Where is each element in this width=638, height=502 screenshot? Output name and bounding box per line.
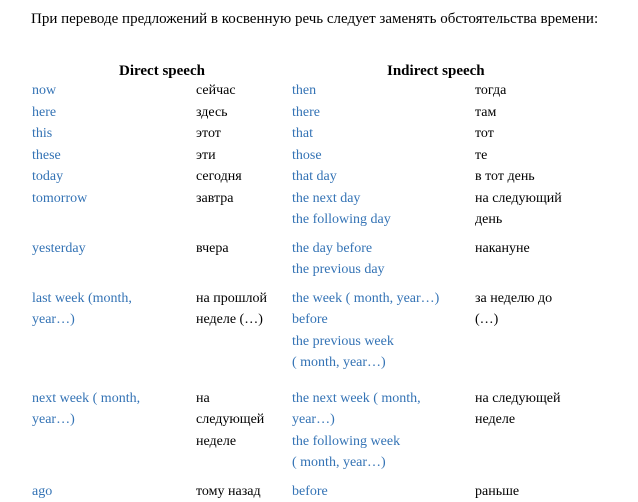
direct-english-cell: yesterday <box>32 238 196 288</box>
indirect-russian-cell: на следующий день <box>475 188 595 238</box>
direct-russian-cell: этот <box>196 123 292 145</box>
table-row <box>32 188 595 238</box>
indirect-russian-cell: те <box>475 145 595 167</box>
direct-russian-cell: здесь <box>196 102 292 124</box>
table-row <box>32 145 595 167</box>
direct-english-cell: ago <box>32 481 196 502</box>
direct-english-cell: here <box>32 102 196 124</box>
speech-conversion-table <box>32 80 595 502</box>
indirect-english-cell: those <box>292 145 475 167</box>
indirect-english-cell: then <box>292 80 475 102</box>
indirect-russian-cell: в тот день <box>475 166 595 188</box>
indirect-russian-cell: на следующей неделе <box>475 388 595 481</box>
intro-text: При переводе предложений в косвенную речь следует заменять обстоятельства времени: <box>31 9 621 29</box>
direct-english-cell: today <box>32 166 196 188</box>
direct-speech-header: Direct speech <box>119 61 205 81</box>
table-row <box>32 166 595 188</box>
indirect-russian-cell: там <box>475 102 595 124</box>
indirect-english-cell: the next week ( month, year…) the following week ( month, year…) <box>292 388 475 481</box>
indirect-english-cell: the next day the following day <box>292 188 475 238</box>
table-row <box>32 102 595 124</box>
direct-english-cell: now <box>32 80 196 102</box>
indirect-english-cell: before <box>292 481 475 502</box>
direct-russian-cell: вчера <box>196 238 292 288</box>
direct-english-cell: tomorrow <box>32 188 196 238</box>
direct-russian-cell: тому назад <box>196 481 292 502</box>
direct-english-cell: these <box>32 145 196 167</box>
indirect-russian-cell: тот <box>475 123 595 145</box>
indirect-speech-header: Indirect speech <box>387 61 485 81</box>
indirect-russian-cell: раньше <box>475 481 595 502</box>
indirect-english-cell: the week ( month, year…) before the previous week ( month, year…) <box>292 288 475 388</box>
indirect-russian-cell: накануне <box>475 238 595 288</box>
direct-russian-cell: эти <box>196 145 292 167</box>
table-row <box>32 388 595 481</box>
table-row <box>32 481 595 502</box>
indirect-russian-cell: за неделю до (…) <box>475 288 595 388</box>
indirect-russian-cell: тогда <box>475 80 595 102</box>
direct-english-cell: next week ( month, year…) <box>32 388 196 481</box>
direct-english-cell: last week (month, year…) <box>32 288 196 388</box>
direct-russian-cell: на прошлой неделе (…) <box>196 288 292 388</box>
direct-russian-cell: на следующей неделе <box>196 388 292 481</box>
direct-russian-cell: сейчас <box>196 80 292 102</box>
table-row <box>32 288 595 388</box>
table-row <box>32 123 595 145</box>
direct-english-cell: this <box>32 123 196 145</box>
table-row <box>32 238 595 288</box>
table-row <box>32 80 595 102</box>
indirect-english-cell: that day <box>292 166 475 188</box>
indirect-english-cell: there <box>292 102 475 124</box>
indirect-english-cell: the day before the previous day <box>292 238 475 288</box>
direct-russian-cell: завтра <box>196 188 292 238</box>
direct-russian-cell: сегодня <box>196 166 292 188</box>
indirect-english-cell: that <box>292 123 475 145</box>
